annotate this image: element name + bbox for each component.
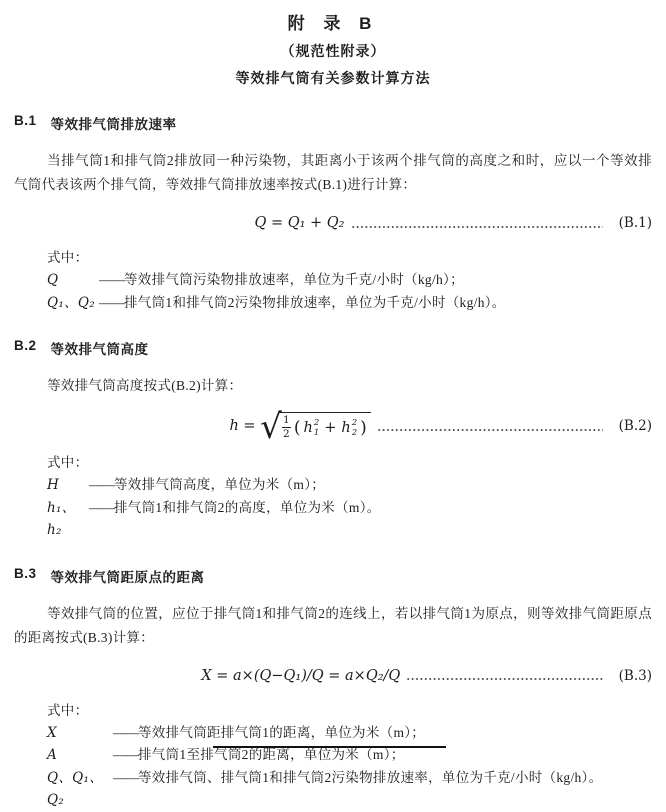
where-label: 式中：	[47, 455, 89, 470]
term-superscript: 2	[351, 418, 358, 429]
definition-description: 等效排气筒、排气筒1和排气筒2污染物排放速率，单位为千克/小时（kg/h）。	[138, 769, 603, 785]
definition-dash: ——	[89, 499, 114, 515]
term-subscript: 1	[313, 427, 320, 438]
definition-dash: ——	[99, 272, 124, 287]
section-title: 等效排气筒距原点的距离	[50, 569, 205, 585]
formula-row-b1	[14, 210, 652, 236]
section-b1	[14, 113, 652, 314]
formula-b3: X = a×(Q−Q₁)/Q = a×Q₂/Q	[201, 667, 401, 684]
open-paren: (	[293, 417, 301, 438]
definition-symbol: Q、Q₁、Q₂	[47, 769, 104, 808]
dotted-leader	[351, 225, 604, 230]
equation-number-b3: (B.3)	[618, 667, 652, 684]
formula-b1: Q = Q₁ + Q₂	[254, 215, 345, 231]
term-subscript: 2	[351, 427, 358, 438]
equation-number-b1: (B.1)	[618, 215, 652, 231]
section-b2	[14, 338, 652, 542]
definition-symbol: Q₁、Q₂	[47, 294, 95, 311]
section-number: B.1	[14, 113, 37, 128]
section-heading-b3	[14, 566, 652, 586]
equation-number-b2: (B.2)	[618, 418, 652, 434]
section-b3	[14, 566, 652, 812]
section-number: B.3	[14, 565, 37, 581]
radical-sign: √	[260, 407, 282, 447]
definition-symbol: Q	[47, 272, 59, 288]
definition-dash: ——	[113, 724, 138, 740]
definition-symbol: h₁、h₂	[47, 499, 76, 538]
fraction-one-half	[282, 415, 291, 440]
definition-description: 排气筒1至排气筒2的距离，单位为米（m）；	[138, 747, 405, 762]
term-base: h	[341, 419, 351, 436]
where-label: 式中：	[47, 702, 89, 718]
plus-operator: +	[324, 419, 337, 436]
where-label: 式中：	[47, 250, 89, 265]
fraction-numerator: 1	[282, 413, 290, 426]
definition-dash: ——	[113, 747, 138, 762]
term-h1	[303, 418, 319, 437]
section-paragraph: 等效排气筒高度按式(B.2)计算：	[47, 378, 243, 393]
definition-symbol: H	[47, 477, 60, 493]
definition-description: 等效排气筒污染物排放速率，单位为千克/小时（kg/h）；	[124, 272, 464, 287]
section-heading-b1	[14, 113, 652, 133]
definition-dash: ——	[99, 294, 124, 310]
definition-symbol: X	[47, 724, 57, 741]
dotted-leader	[377, 428, 603, 433]
definition-symbol: A	[47, 747, 58, 763]
section-number: B.2	[14, 338, 37, 353]
term-h2	[341, 418, 357, 437]
appendix-subtitle: （规范性附录）	[280, 43, 386, 59]
dotted-leader	[406, 677, 603, 682]
definition-row	[47, 292, 652, 315]
appendix-name: 等效排气筒有关参数计算方法	[235, 70, 431, 86]
fraction-denominator: 2	[282, 428, 290, 440]
definition-description: 等效排气筒距排气筒1的距离，单位为米（m）；	[138, 724, 426, 740]
term-supsub	[352, 419, 357, 438]
definition-row	[47, 722, 652, 745]
title-block	[14, 6, 652, 88]
definition-description: 等效排气筒高度，单位为米（m）；	[114, 477, 326, 492]
definition-row	[47, 474, 652, 497]
definition-description: 排气筒1和排气筒2污染物排放速率，单位为千克/小时（kg/h）。	[124, 294, 506, 310]
section-title: 等效排气筒高度	[50, 342, 149, 357]
section-paragraph: 等效排气筒的位置，应位于排气筒1和排气筒2的连线上，若以排气筒1为原点，则等效排气筒距原点的距离按式(B.3)计算：	[14, 605, 652, 645]
close-paren: )	[360, 417, 367, 438]
definition-row	[47, 767, 652, 812]
formula-b2	[229, 407, 370, 447]
term-superscript: 2	[313, 418, 320, 429]
radicand	[279, 412, 371, 440]
definition-dash: ——	[89, 477, 114, 492]
document-end-rule	[213, 746, 446, 748]
appendix-title: 附 录 B	[287, 14, 379, 33]
definition-row	[47, 269, 652, 292]
definition-dash: ——	[113, 769, 138, 785]
formula-lhs: h =	[229, 418, 256, 434]
formula-row-b3	[14, 663, 652, 689]
definition-row	[47, 497, 652, 542]
section-paragraph: 当排气筒1和排气筒2排放同一种污染物，其距离小于该两个排气筒的高度之和时，应以一个等效排气筒代表该两个排气筒，等效排气筒排放速率按式(B.1)进行计算：	[14, 153, 652, 192]
term-supsub	[314, 419, 319, 438]
section-heading-b2	[14, 338, 652, 358]
section-title: 等效排气筒排放速率	[50, 117, 177, 132]
term-base: h	[303, 419, 313, 436]
definition-description: 排气筒1和排气筒2的高度，单位为米（m）。	[114, 499, 381, 515]
formula-row-b2	[14, 407, 652, 447]
